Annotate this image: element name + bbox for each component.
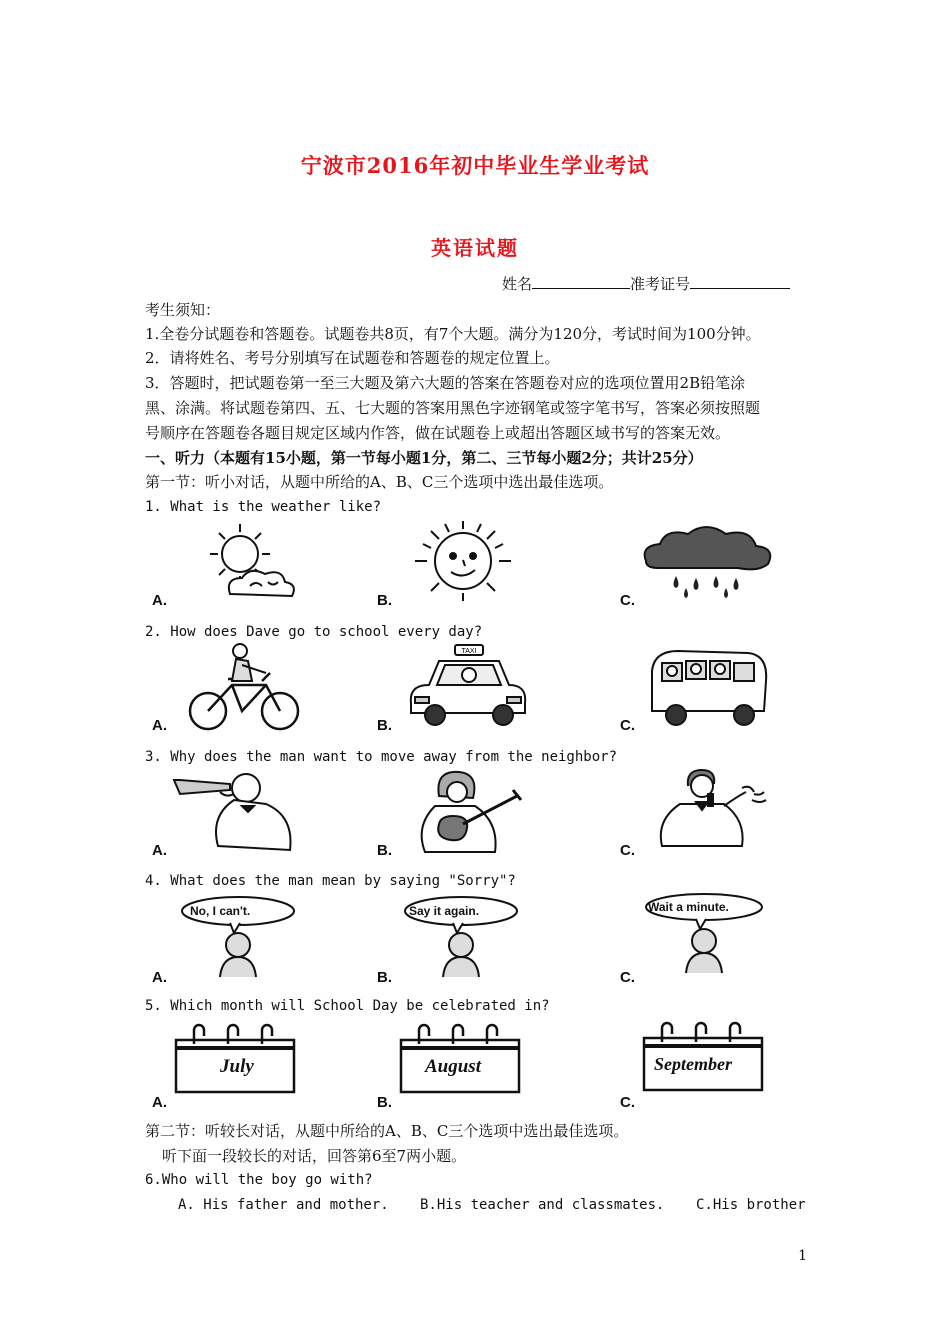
question-5: 5. Which month will School Day be celebrated in? <box>145 998 550 1014</box>
option-label: C. <box>620 842 635 859</box>
q5-options <box>140 1018 820 1113</box>
rain-cloud-icon <box>638 516 778 601</box>
option-label: B. <box>377 717 392 734</box>
question-3: 3. Why does the man want to move away from the neighbor? <box>145 749 618 765</box>
option-label: B. <box>377 969 392 986</box>
svg-text:TAXI: TAXI <box>461 648 477 655</box>
smiling-sun-icon <box>395 516 535 601</box>
notice-heading: 考生须知： <box>145 301 221 319</box>
option-label: C. <box>620 592 635 609</box>
q5-option-a <box>140 1018 310 1113</box>
calendar-month-b: August <box>425 1056 481 1077</box>
q3-option-a <box>140 766 310 861</box>
q5-option-c <box>608 1018 778 1113</box>
q6-option-c: C.His brother <box>696 1197 806 1213</box>
speech-bubble-a: No, I can't. <box>190 904 251 918</box>
speech-bubble-b: Say it again. <box>409 904 480 918</box>
option-label: A. <box>152 1094 167 1111</box>
candidate-info <box>502 274 790 294</box>
q2-options <box>140 641 820 736</box>
part2-sub: 听下面一段较长的对话，回答第6至7两小题。 <box>162 1147 467 1165</box>
section-heading: 一、听力（本题有15小题，第一节每小题1分，第二、三节每小题2分；共计25分） <box>145 449 703 467</box>
id-label: 准考证号 <box>630 275 691 293</box>
speech-bubble-c: Wait a minute. <box>648 900 729 914</box>
q1-option-a <box>140 516 310 611</box>
trumpet-player-icon <box>170 766 310 856</box>
question-1: 1. What is the weather like? <box>145 499 382 515</box>
q4-option-a <box>140 893 310 988</box>
exam-title: 宁波市2016年初中毕业生学业考试 <box>300 153 650 178</box>
question-2: 2. How does Dave go to school every day? <box>145 624 483 640</box>
sun-behind-cloud-icon <box>170 516 310 601</box>
option-label: A. <box>152 717 167 734</box>
id-blank <box>690 274 790 289</box>
part1-intro: 第一节：听小对话，从题中所给的A、B、C三个选项中选出最佳选项。 <box>145 473 614 491</box>
q4-options <box>140 893 820 988</box>
exam-subtitle: 英语试题 <box>431 236 519 260</box>
calendar-month-c: September <box>654 1054 732 1074</box>
q3-options <box>140 766 820 861</box>
q3-option-b <box>365 766 535 861</box>
option-label: A. <box>152 842 167 859</box>
option-label: B. <box>377 592 392 609</box>
option-label: B. <box>377 842 392 859</box>
name-label: 姓名 <box>502 275 533 293</box>
option-label: A. <box>152 969 167 986</box>
q2-option-c <box>608 641 778 736</box>
q1-option-b <box>365 516 535 611</box>
option-label: A. <box>152 592 167 609</box>
page-number: 1 <box>798 1248 807 1264</box>
q4-option-c <box>608 893 778 988</box>
bicycle-icon <box>170 641 310 733</box>
option-label: B. <box>377 1094 392 1111</box>
q6-option-b: B.His teacher and classmates. <box>420 1197 665 1213</box>
option-label: C. <box>620 717 635 734</box>
notice-item-3: 3．答题时，把试题卷第一至三大题及第六大题的答案在答题卷对应的选项位置用2B铅笔涂 <box>145 374 746 392</box>
notice-item-3-cont1: 黑、涂满。将试题卷第四、五、七大题的答案用黑色字迹钢笔或签字笔书写，答案必须按照题 <box>145 399 761 417</box>
singer-icon <box>638 766 778 856</box>
notice-item-3-cont2: 号顺序在答题卷各题目规定区域内作答，做在试题卷上或超出答题区域书写的答案无效。 <box>145 424 731 442</box>
q2-option-b <box>365 641 535 736</box>
school-bus-icon <box>638 641 778 733</box>
calendar-month-a: July <box>220 1056 254 1077</box>
notice-item-2: 2．请将姓名、考号分别填写在试题卷和答题卷的规定位置上。 <box>145 349 560 367</box>
q5-option-b <box>365 1018 535 1113</box>
option-label: C. <box>620 1094 635 1111</box>
option-label: C. <box>620 969 635 986</box>
q1-option-c <box>608 516 778 611</box>
name-blank <box>532 274 630 289</box>
guitar-player-icon <box>395 766 535 856</box>
taxi-icon <box>395 641 535 733</box>
notice-item-1: 1.全卷分试题卷和答题卷。试题卷共8页，有7个大题。满分为120分，考试时间为100分钟。 <box>145 325 761 343</box>
question-6: 6.Who will the boy go with? <box>145 1172 373 1188</box>
q2-option-a <box>140 641 310 736</box>
question-4: 4. What does the man mean by saying "Sorry"? <box>145 873 516 889</box>
q6-option-a: A. His father and mother. <box>178 1197 389 1213</box>
q3-option-c <box>608 766 778 861</box>
q4-option-b <box>365 893 535 988</box>
part2-intro: 第二节：听较长对话，从题中所给的A、B、C三个选项中选出最佳选项。 <box>145 1122 629 1140</box>
q1-options <box>140 516 820 611</box>
